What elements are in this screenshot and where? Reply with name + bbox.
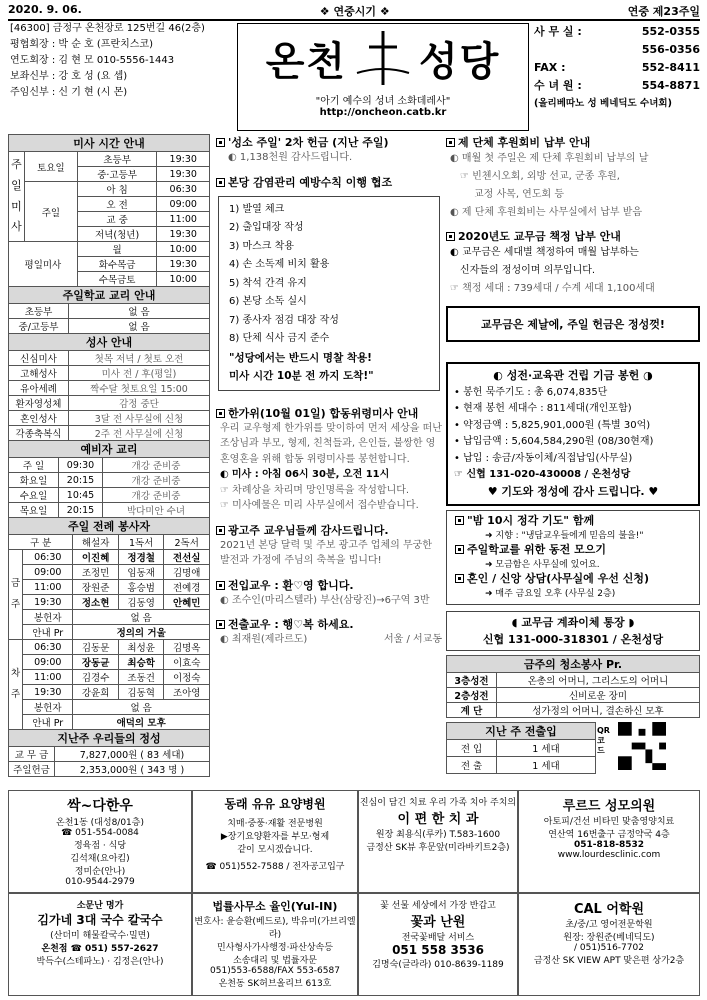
- text-cell: 19:30: [23, 685, 73, 700]
- text-cell: 교무금 계좌이체 통장: [521, 616, 625, 629]
- infection-rules-box: [218, 196, 440, 391]
- text-cell: 제 단체 후원회비 납부 안내: [458, 136, 591, 149]
- text-cell: 소문난 명가: [76, 901, 124, 911]
- text-cell: 1독서: [118, 535, 164, 550]
- text-cell: 구 분: [9, 535, 73, 550]
- text-cell: 10:00: [157, 272, 210, 287]
- text-cell: 교정 사목, 연도회 등: [474, 189, 564, 200]
- text-cell: 성가정의 어머니, 결손하신 모후: [497, 703, 700, 718]
- text-cell: 전 출: [447, 757, 497, 774]
- text-cell: 조동건: [118, 670, 164, 685]
- text-cell: 금정산 SK뷰 후문앞(미라바키트2층): [366, 843, 510, 853]
- text-cell: 보좌신부 : 강 호 성 (요 셉): [10, 71, 128, 82]
- text-cell: ▶장기요양환자를 부모·형제: [220, 832, 330, 842]
- title-left: 온천: [265, 37, 347, 85]
- prayer-box: "밤 10시 정각 기도" 함께 ➜ 지향 : "냉담교우들에게 믿음의 불을!" 주일학교를 위한 동전 모으기 ➜ 모금함은 사무실에 있어요. 혼인 / 신앙 상담(사무실에 우선 신청) ➜ 매주 금요일 오후 (사무실 2층): [446, 510, 700, 605]
- infection-rules-title: 본당 감염관리 예방수칙 이행 협조: [228, 175, 393, 189]
- text-cell: [46300] 금정구 온천장로 125번길 46(2층): [10, 23, 205, 34]
- text-cell: 책정 세대 : 739세대 / 수계 세대 1,100세대: [462, 283, 655, 294]
- text-cell: 금주: [9, 550, 23, 640]
- ad-flower-card: [358, 893, 518, 996]
- text-cell: 19:30: [157, 167, 210, 182]
- text-cell: (산더미 해물칼국수·밀면): [50, 931, 150, 941]
- text-cell: 주일헌금: [9, 762, 55, 777]
- text-cell: CAL 어학원: [573, 902, 645, 917]
- offering-table: [8, 729, 210, 777]
- text-cell: 09:30: [59, 458, 103, 473]
- text-cell: 정경철: [118, 550, 164, 565]
- mass-schedule-table: [8, 134, 210, 287]
- text-cell: 11:00: [23, 670, 73, 685]
- text-cell: 환자영성체: [9, 396, 69, 411]
- text-cell: 사 무 실 :: [534, 25, 582, 38]
- text-cell: 2주 전 사무실에 신청: [69, 426, 210, 441]
- text-cell: 신협 131-000-318301 / 온천성당: [482, 633, 664, 646]
- text-cell: 화요일: [9, 473, 59, 488]
- text-cell: 552-0355: [641, 25, 700, 38]
- text-cell: 같이 모시겠습니다.: [237, 845, 313, 855]
- text-cell: 주일: [25, 182, 78, 242]
- liturgical-week: 연중 제23주일: [627, 5, 700, 18]
- text-cell: 김명애: [164, 565, 210, 580]
- text-cell: 약정금액 : 5,825,901,000원 (특별 30억): [463, 419, 651, 431]
- text-cell: 10:45: [59, 488, 103, 503]
- text-cell: 정육점 · 식당: [73, 841, 127, 851]
- text-cell: 박득수(스테파노) · 김정은(안나): [36, 957, 164, 967]
- text-cell: 2,353,000원 ( 343 명 ): [55, 762, 210, 777]
- text-cell: 없 음: [69, 304, 210, 319]
- text-cell: 소송대리 및 법률자문: [233, 956, 317, 966]
- text-cell: 조정민: [73, 565, 119, 580]
- text-cell: 신심미사: [9, 351, 69, 366]
- text-cell: 미사예물은 미리 사무실에서 접수받습니다.: [232, 500, 419, 511]
- text-cell: 개강 준비중: [103, 473, 210, 488]
- text-cell: 051)553-6588/FAX 553-6587: [210, 966, 340, 976]
- text-cell: 수 녀 원 :: [534, 79, 582, 92]
- welcome-title: 전입교우 : 환♡영 합니다.: [228, 578, 354, 592]
- text-cell: 김경수: [73, 670, 119, 685]
- ad-law-card: [192, 893, 358, 996]
- text-cell: 예비자 교리: [9, 441, 210, 458]
- text-cell: 5) 착석 간격 유지: [229, 277, 307, 289]
- text-cell: 토요일: [25, 152, 78, 182]
- qr-code-icon[interactable]: [618, 722, 666, 770]
- text-cell: 안내 Pr: [23, 625, 73, 640]
- text-cell: 각종축복식: [9, 426, 69, 441]
- text-cell: 주임신부 : 신 기 현 (시 몬): [10, 87, 128, 98]
- text-cell: 19:30: [157, 257, 210, 272]
- text-cell: 최승학: [118, 655, 164, 670]
- text-cell: 미사 전 / 후(평일): [69, 366, 210, 381]
- text-cell: 없 음: [69, 319, 210, 334]
- text-cell: 06:30: [157, 182, 210, 197]
- text-cell: 신비로운 장미: [497, 688, 700, 703]
- text-cell: 온천점 ☎ 051) 557-2627: [41, 944, 159, 954]
- text-cell: 주일미사: [9, 152, 25, 242]
- text-cell: 매월 첫 주일은 제 단체 후원회비 납부의 날: [461, 153, 649, 164]
- text-cell: 해설자: [73, 535, 119, 550]
- text-cell: 온천1동 (대성8/01층): [56, 818, 144, 828]
- text-cell: 계 단: [447, 703, 497, 718]
- text-cell: 2) 출입대장 작성: [229, 222, 304, 233]
- text-cell: 없 음: [73, 610, 210, 625]
- fund-box: ◐ 성전·교육관 건립 기금 봉헌 ◑ • 봉헌 묵주기도 : 총 6,074,835단 • 현재 봉헌 세대수 : 811세대(개인포함) • 약정금액 : 5,825,901,000원 (특별 30억) • 납입금액 : 5,604,584,290원 (08/30현재) • 납입 : 송금/자동이체/직접납입(사무실) ☞ 신협 131-020-430008 / 온천성당 ♥ 기도와 정성에 감사 드립니다. ♥: [446, 362, 700, 506]
- text-cell: 주일학교 교리 안내: [9, 287, 210, 304]
- text-cell: 임동재: [118, 565, 164, 580]
- text-cell: 빈첸시오회, 외방 선교, 군종 후원,: [472, 171, 620, 182]
- text-cell: 원장 최용식(루카) T.583-1600: [375, 830, 501, 840]
- text-cell: 차주: [9, 640, 23, 730]
- text-cell: ☎ 051-554-0084: [61, 828, 139, 838]
- text-cell: 지난 주 전출입: [447, 723, 596, 740]
- text-cell: 장원준: [73, 580, 119, 595]
- text-cell: 우리 교우형제 한가위를 맞이하여 먼저 세상을 떠난 조상님과 부모, 형제, 친척들과, 은인들, 불쌍한 영혼영혼을 위해 합동 위령미사를 봉헌합니다.: [220, 422, 442, 465]
- text-cell: 8) 단체 식사 금지 준수: [229, 333, 330, 344]
- text-cell: 애덕의 모후: [73, 715, 210, 730]
- text-cell: 첫목 저녁 / 첫토 오전: [69, 351, 210, 366]
- text-cell: 조수인(마리스텔라) 부산(삼랑진)→6구역 3반: [231, 594, 430, 606]
- middle-column: '성소 주일' 2차 헌금 (지난 주일) ◐ 1,138천원 감사드립니다. 본당 감염관리 예방수칙 이행 협조 1) 발열 체크 2) 출입대장 작성 3) 마스크 착용 4) 손 소독제 비치 활용 5) 착석 간격 유지 6) 본당 소독 실시 7) 종사자 점검 대장 작성 8) 단체 식사 금지 준수 "성당에서는 반드시 명찰 착용! 미사 시간 10분 전 까지 도착!" 한가위(10월 01일) 합동위령미사 안내 우리 교우형제 한가위를 맞이하여 먼저 세상을 떠난 조상님과 부모, 형제, 친척들과, 은인들, 불쌍한 영혼영혼을 위해 합동 위령미사를 봉헌합니다. ◐ 미사 : 아침 06시 30분, 오전 11시 ☞ 차례상을 차리며 망인명록을 작성합니다. ☞ 미사예물은 미리 사무실에서 접수받습니다. 광고주 교우님들께 감사드립니다. 2021년 본당 달력 및 주보 광고주 업체의 무궁한 발전과 가정에 주님의 축복을 빕니다! 전입교우 : 환♡영 합니다. ◐ 조수인(마리스텔라) 부산(삼랑진)→6구역 3반 전출교우 : 행♡복 하세요. ◐ 최재원(제라르도) 서울 / 서교동: [216, 134, 442, 786]
- text-cell: 아 침: [77, 182, 157, 197]
- text-cell: 서울 / 서교동: [383, 634, 442, 645]
- ad-academy-card: [518, 893, 700, 996]
- text-cell: 주 일: [9, 458, 59, 473]
- text-cell: 미사 시간 10분 전 까지 도착!": [229, 370, 374, 382]
- memorial-mass-title: 한가위(10월 01일) 합동위령미사 안내: [228, 406, 419, 420]
- text-cell: 혼인 / 신앙 상담(사무실에 우선 신청): [467, 572, 649, 585]
- text-cell: 11:00: [157, 212, 210, 227]
- text-cell: 민사형사가사행정·파산상속등: [217, 943, 333, 953]
- text-cell: 싹~다한우: [67, 798, 133, 814]
- text-cell: 월: [77, 242, 157, 257]
- text-cell: 없 음: [73, 700, 210, 715]
- text-cell: 2021년 본당 달력 및 주보 광고주 업체의 무궁한 발전과 가정에 주님의 축복을 빕니다!: [220, 539, 432, 566]
- text-cell: 정소현: [73, 595, 119, 610]
- text-cell: 4) 손 소독제 비치 활용: [229, 259, 330, 270]
- text-cell: "성당에서는 반드시 명찰 착용!: [229, 351, 372, 364]
- text-cell: 연중시기: [333, 5, 376, 18]
- text-cell: FAX :: [534, 61, 566, 74]
- text-cell: www.lourdesclinic.com: [557, 850, 661, 860]
- liturgical-season: ❖ 연중시기 ❖: [319, 5, 390, 18]
- text-cell: 김명옥: [164, 640, 210, 655]
- text-cell: 김명숙(글라라) 010-8639-1189: [372, 960, 504, 970]
- text-cell: 신협 131-020-430008 / 온천성당: [466, 469, 631, 480]
- text-cell: 19:30: [157, 152, 210, 167]
- text-cell: 교 중: [77, 212, 157, 227]
- text-cell: 7) 종사자 점검 대장 작성: [229, 314, 339, 326]
- text-cell: 온천동 SK허브올리브 613호: [218, 979, 332, 989]
- text-cell: 지난주 우리들의 정성: [9, 730, 210, 747]
- text-cell: 1) 발열 체크: [229, 203, 285, 215]
- servers-table: [8, 517, 210, 730]
- text-cell: 556-0356: [641, 43, 700, 56]
- text-cell: 미사 시간 안내: [9, 135, 210, 152]
- text-cell: 초등부: [77, 152, 157, 167]
- text-cell: 김석채(요아킴): [70, 854, 130, 864]
- text-cell: 3달 전 사무실에 신청: [69, 411, 210, 426]
- text-cell: 기도와 정성에 감사 드립니다.: [501, 484, 645, 498]
- text-cell: 09:00: [23, 565, 73, 580]
- text-cell: 정의의 거울: [73, 625, 210, 640]
- text-cell: 1,138천원 감사드립니다.: [239, 152, 353, 163]
- parish-info: [10, 23, 232, 103]
- text-cell: 목요일: [9, 503, 59, 518]
- text-cell: 전국꽃배달 서비스: [401, 933, 475, 943]
- text-cell: 19:30: [23, 595, 73, 610]
- text-cell: 신자들의 정성이며 의무입니다.: [460, 265, 596, 276]
- text-cell: 유아세례: [9, 381, 69, 396]
- transfer-table: [446, 722, 596, 774]
- text-cell: 09:00: [157, 197, 210, 212]
- text-cell: 원장: 장원준(베네딕도): [563, 933, 655, 943]
- text-cell: (올리베따노 성 베네딕도 수녀회): [534, 98, 672, 109]
- text-cell: 2독서: [164, 535, 210, 550]
- text-cell: 이진혜: [73, 550, 119, 565]
- text-cell: 11:00: [23, 580, 73, 595]
- text-cell: 차례상을 차리며 망인명록을 작성합니다.: [232, 484, 410, 496]
- cleaning-table: [446, 655, 700, 718]
- text-cell: 진심이 담긴 치료 우리 가족 치아 주치의: [359, 798, 517, 808]
- sunday-school-table: [8, 286, 210, 441]
- text-cell: 조아영: [164, 685, 210, 700]
- text-cell: 성전·교육관 건립 기금 봉헌: [506, 369, 640, 382]
- text-cell: 납입금액 : 5,604,584,290원 (08/30현재): [463, 436, 654, 447]
- text-cell: 아토피/건선 비타민 맞춤영양치료: [543, 817, 675, 827]
- text-cell: 매주 금요일 오후 (사무실 2층): [495, 588, 616, 599]
- text-cell: 주일학교를 위한 동전 모으기: [467, 543, 606, 556]
- text-cell: 꽃과 난원: [410, 915, 466, 930]
- text-cell: 교무금은 세대별 책정하여 매월 납부하는: [461, 247, 639, 258]
- text-cell: 김동영: [118, 595, 164, 610]
- website-link[interactable]: http://oncheon.catb.kr: [319, 107, 447, 118]
- text-cell: 금정산 SK VIEW APT 맞은편 상가2층: [533, 956, 685, 966]
- text-cell: 납입 : 송금/자동이체/직접납입(사무실): [463, 452, 633, 464]
- text-cell: 감정 중단: [69, 396, 210, 411]
- text-cell: 최재원(제라르도): [231, 634, 308, 645]
- text-cell: 주일 전례 봉사자: [9, 518, 210, 535]
- text-cell: 온총의 어머니, 그리스도의 어머니: [497, 673, 700, 688]
- cross-icon: [355, 29, 411, 87]
- text-cell: 전선실: [164, 550, 210, 565]
- text-cell: 2020년도 교무금 책정 납부 안내: [458, 230, 621, 243]
- text-cell: 김가네 3대 국수 칼국수: [37, 913, 163, 927]
- text-cell: 평일미사: [9, 242, 78, 287]
- text-cell: 전예경: [164, 580, 210, 595]
- text-cell: 홍승범: [118, 580, 164, 595]
- text-cell: 치매·중풍·재활 전문병원: [227, 819, 323, 829]
- text-cell: 수요일: [9, 488, 59, 503]
- text-cell: / 051)516-7702: [574, 943, 644, 953]
- text-cell: 09:00: [23, 655, 73, 670]
- advertisers-title: 광고주 교우님들께 감사드립니다.: [228, 523, 389, 537]
- title-right: 성당: [419, 37, 501, 85]
- text-cell: 이 편 한 치 과: [397, 812, 479, 827]
- text-cell: 3층성전: [447, 673, 497, 688]
- text-cell: ☎ 051)552-7588 / 전자공고입구: [205, 862, 345, 872]
- text-cell: 051-818-8532: [573, 840, 645, 850]
- text-cell: 제 단체 후원회비는 사무실에서 납부 받음: [461, 207, 643, 218]
- text-cell: 06:30: [23, 550, 73, 565]
- ad-clinic-card: [518, 790, 700, 893]
- text-cell: 루르드 성모의원: [562, 799, 656, 814]
- text-cell: 06:30: [23, 640, 73, 655]
- text-cell: 변호사: 윤승환(베드로), 박유미(가브리엘라): [194, 917, 356, 940]
- text-cell: 정미순(안나): [74, 867, 126, 877]
- farewell-title: 전출교우 : 행♡복 하세요.: [228, 618, 354, 631]
- text-cell: 화수목금: [77, 257, 157, 272]
- text-cell: 교 무 금: [9, 747, 55, 762]
- ad-hanwoo-card: [8, 790, 192, 893]
- text-cell: 개강 준비중: [103, 488, 210, 503]
- text-cell: 금주의 청소봉사 Pr.: [447, 656, 700, 673]
- text-cell: 수목금토: [77, 272, 157, 287]
- text-cell: 안혜민: [164, 595, 210, 610]
- text-cell: 법률사무소 율인(Yul-IN): [212, 900, 338, 913]
- text-cell: 평협회장 : 박 순 호 (프란치스코): [10, 39, 153, 50]
- text-cell: 봉헌 묵주기도 : 총 6,074,835단: [463, 386, 608, 398]
- issue-date: 2020. 9. 06.: [8, 3, 82, 16]
- text-cell: 1 세대: [497, 740, 596, 757]
- text-cell: 김동혁: [118, 685, 164, 700]
- catechumen-table: [8, 440, 210, 518]
- slogan: "아기 예수의 성녀 소화데레사": [315, 96, 451, 107]
- contact-box: [534, 23, 700, 113]
- ad-noodle-card: [8, 893, 192, 996]
- ad-hospital-card: [192, 790, 358, 893]
- text-cell: 051 558 3536: [392, 943, 484, 957]
- ad-dental-card: [358, 790, 518, 893]
- right-column: 제 단체 후원회비 납부 안내 ◐ 매월 첫 주일은 제 단체 후원회비 납부의 날 ☞ 빈첸시오회, 외방 선교, 군종 후원, 교정 사목, 연도회 등 ◐ 제 단체 후원회비는 사무실에서 납부 받음 2020년도 교무금 책정 납부 안내 ◐ 교무금은 세대별 책정하여 매월 납부하는 신자들의 정성이며 의무입니다. ☞ 책정 세대 : 739세대 / 수계 세대 1,100세대 교무금은 제날에, 주일 헌금은 정성껏! ◐ 성전·교육관 건립 기금 봉헌 ◑ • 봉헌 묵주기도 : 총 6,074,835단 • 현재 봉헌 세대수 : 811세대(개인포함) • 약정금액 : 5,825,901,000원 (특별 30억) • 납입금액 : 5,604,584,290원 (08/30현재) • 납입 : 송금/자동이체/직접납입(사무실) ☞ 신협 131-020-430008 / 온천성당 ♥ 기도와 정성에 감사 드립니다. ♥ "밤 10시 정각 기도" 함께 ➜ 지향 : "냉담교우들에게 믿음의 불을!" 주일학교를 위한 동전 모으기 ➜ 모금함은 사무실에 있어요. 혼인 / 신앙 상담(사무실에 우선 신청) ➜ 매주 금요일 오후 (사무실 2층) ◖ 교무금 계좌이체 통장 ◗ 신협 131-000-318301 / 온천성당 금주의 청소봉사 Pr. 3층성전 온총의 어머니, 그리스도의 어머니 2층성전 신비로운 장미 계 단 성가정의 어머니, 결손하신 모후 지난 주 전출입 전 입 1 세대 전 출 1 세대 QR 코드: [446, 134, 700, 774]
- text-cell: 전 입: [447, 740, 497, 757]
- text-cell: 모금함은 사무실에 있어요.: [495, 559, 600, 570]
- text-cell: 오 전: [77, 197, 157, 212]
- account-box: ◖ 교무금 계좌이체 통장 ◗ 신협 131-000-318301 / 온천성당: [446, 611, 700, 651]
- text-cell: 중/고등부: [9, 319, 69, 334]
- text-cell: 552-8411: [641, 61, 700, 74]
- text-cell: 연산역 16번출구 금정약국 4층: [548, 830, 670, 840]
- text-cell: 중·고등부: [77, 167, 157, 182]
- text-cell: 20:15: [59, 503, 103, 518]
- text-cell: 장동균: [73, 655, 119, 670]
- text-cell: 현재 봉헌 세대수 : 811세대(개인포함): [463, 403, 632, 414]
- text-cell: 이효숙: [164, 655, 210, 670]
- ads-grid: [8, 790, 700, 996]
- text-cell: "밤 10시 정각 기도" 함께: [467, 514, 595, 527]
- text-cell: 3) 마스크 착용: [229, 240, 294, 252]
- text-cell: 20:15: [59, 473, 103, 488]
- text-cell: 혼인성사: [9, 411, 69, 426]
- text-cell: 봉헌자: [23, 610, 73, 625]
- text-cell: 초/중/고 영어전문학원: [565, 920, 653, 930]
- text-cell: 저녁(청년): [77, 227, 157, 242]
- text-cell: 최성윤: [118, 640, 164, 655]
- text-cell: 1 세대: [497, 757, 596, 774]
- text-cell: 19:30: [157, 227, 210, 242]
- text-cell: QR 코드: [597, 726, 610, 755]
- text-cell: 연도회장 : 김 현 모 010-5556-1443: [10, 55, 175, 66]
- text-cell: 10:00: [157, 242, 210, 257]
- text-cell: 초등부: [9, 304, 69, 319]
- text-cell: 2층성전: [447, 688, 497, 703]
- text-cell: 강윤희: [73, 685, 119, 700]
- text-cell: 박다미안 수녀: [103, 503, 210, 518]
- text-cell: 김동문: [73, 640, 119, 655]
- contribution-notice: 교무금은 제날에, 주일 헌금은 정성껏!: [446, 306, 700, 342]
- text-cell: 554-8871: [641, 79, 700, 92]
- text-cell: 짝수달 첫토요일 15:00: [69, 381, 210, 396]
- vocation-sunday-title: '성소 주일' 2차 헌금 (지난 주일): [228, 136, 389, 149]
- text-cell: 안내 Pr: [23, 715, 73, 730]
- text-cell: 이정숙: [164, 670, 210, 685]
- text-cell: 고해성사: [9, 366, 69, 381]
- text-cell: 성사 안내: [9, 334, 210, 351]
- text-cell: 7,827,000원 ( 83 세대): [55, 747, 210, 762]
- text-cell: 6) 본당 소독 실시: [229, 296, 307, 307]
- text-cell: 010-9544-2979: [65, 877, 135, 887]
- text-cell: 동래 유유 요양병원: [224, 797, 326, 811]
- text-cell: 지향 : "냉담교우들에게 믿음의 불을!": [495, 530, 644, 541]
- text-cell: 꽃 선물 세상에서 가장 반갑고: [380, 901, 496, 911]
- text-cell: 개강 준비중: [103, 458, 210, 473]
- text-cell: 봉헌자: [23, 700, 73, 715]
